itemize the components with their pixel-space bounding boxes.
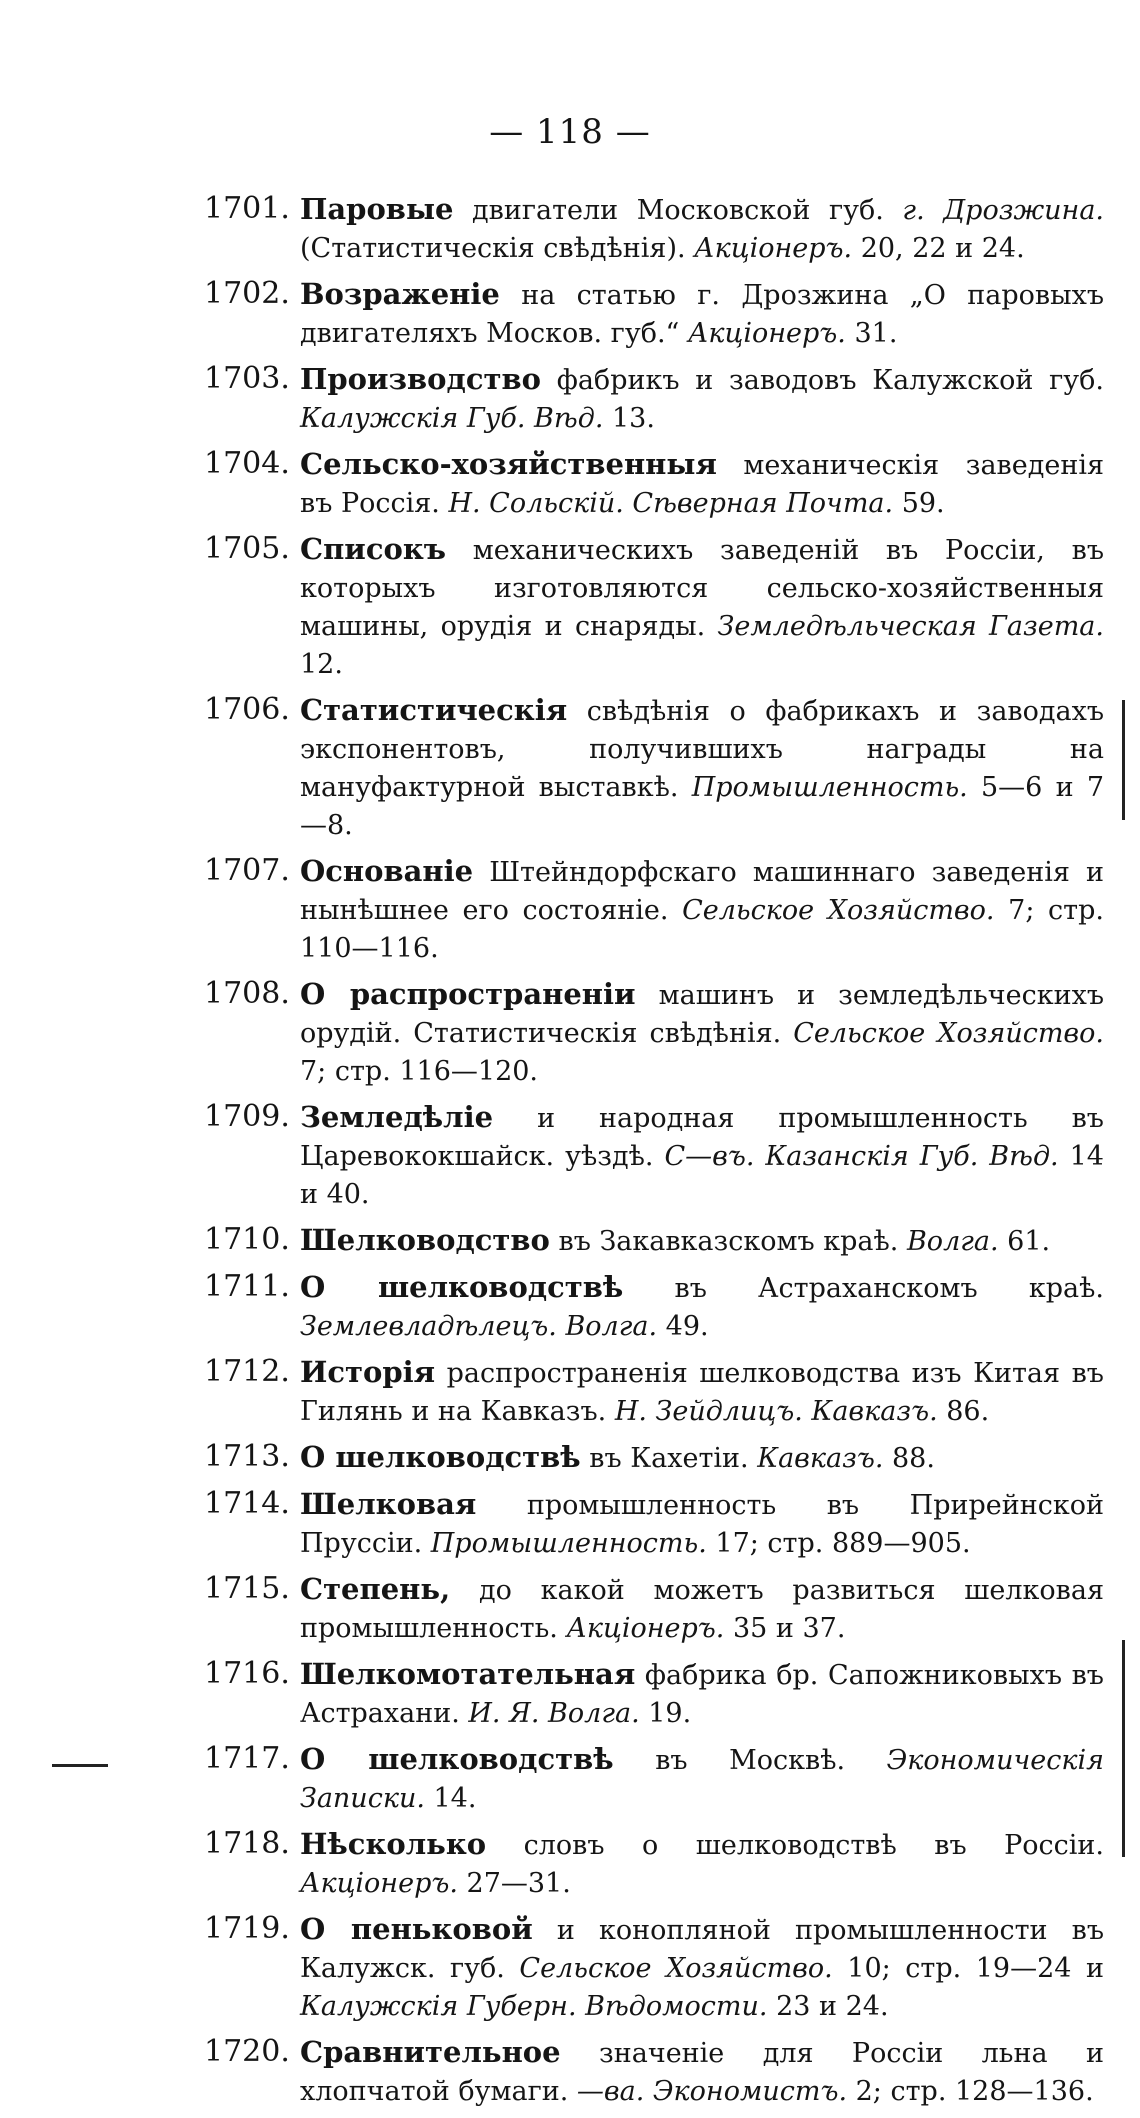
entry-source: И. Я. Волга.: [468, 1698, 640, 1729]
entry-description: въ Кахетіи.: [580, 1443, 758, 1474]
entry-text: [300, 1655, 1104, 1733]
entry-number: 1703.: [204, 361, 290, 396]
entry-heading: Земледѣліе: [300, 1100, 494, 1134]
entry-source: Сельское Хозяйство.: [519, 1953, 833, 1984]
entry-text: [300, 975, 1104, 1091]
entry-heading: Сравнительное: [300, 2035, 561, 2069]
entry-number: 1716.: [204, 1656, 290, 1691]
entry-source: Волга.: [906, 1226, 999, 1257]
entry-number: 1715.: [204, 1571, 290, 1606]
entry-text: [300, 1268, 1104, 1346]
entry-number: 1705.: [204, 531, 290, 566]
entry-source: Земледѣльческая Газета.: [717, 611, 1104, 642]
entry-heading: Основаніе: [300, 854, 474, 888]
entry-source: Калужскія Губ. Вѣд.: [300, 403, 604, 434]
entry-number: 1708.: [204, 976, 290, 1011]
entry-source-2: Калужскія Губерн. Вѣдомости.: [300, 1991, 768, 2022]
entry-number: 1712.: [204, 1354, 290, 1389]
entry-issue: 35 и 37.: [724, 1613, 846, 1644]
entry-number: 1706.: [204, 692, 290, 727]
entry-heading: Исторія: [300, 1355, 436, 1389]
entry-number: 1714.: [204, 1486, 290, 1521]
bibliography-entry: [204, 1438, 1104, 1478]
entry-issue: 14.: [424, 1783, 477, 1814]
entry-text: [300, 275, 1104, 353]
entry-source: Землевладѣлецъ. Волга.: [300, 1311, 658, 1342]
bibliography-entry: [204, 1825, 1104, 1903]
entry-heading: О шелководствѣ: [300, 1742, 614, 1776]
entry-source: Акціонеръ.: [566, 1613, 725, 1644]
entry-heading: Списокъ: [300, 532, 447, 566]
bibliography-entry: [204, 1910, 1104, 2026]
bibliography-entry: [204, 691, 1104, 845]
bibliography-entry: [204, 445, 1104, 523]
entry-heading: Статистическія: [300, 693, 568, 727]
entry-issue: 88.: [883, 1443, 935, 1474]
bibliography-entry: [204, 975, 1104, 1091]
entry-description: и конопляной промышленности въ Калужск. губ.: [300, 1915, 1105, 1984]
entry-number: 1719.: [204, 1911, 290, 1946]
bibliography-entry: [204, 1570, 1104, 1648]
bibliography-entry: [204, 1485, 1104, 1563]
bibliography-entry: [204, 530, 1104, 684]
entry-heading: Паровые: [300, 192, 454, 226]
entry-text: [300, 1740, 1104, 1818]
bibliography-entry: [204, 275, 1104, 353]
entry-number: 1718.: [204, 1826, 290, 1861]
entry-issue: 86.: [937, 1396, 990, 1427]
entry-number: 1720.: [204, 2034, 290, 2069]
entry-issue: 31.: [845, 318, 898, 349]
entry-number: 1717.: [204, 1741, 290, 1776]
entry-source: Кавказъ.: [757, 1443, 884, 1474]
entry-issue: 59.: [893, 488, 945, 519]
entry-source: Н. Зейдлицъ. Кавказъ.: [614, 1396, 938, 1427]
entry-description: значеніе для Россіи льна и хлопчатой бумаги.: [300, 2038, 1104, 2107]
entry-number: 1711.: [204, 1269, 290, 1304]
page-number: — 118 —: [489, 112, 651, 152]
entry-issue: 14 и 40.: [300, 1141, 1104, 1210]
bibliography-entry: [204, 1740, 1104, 1818]
entry-heading: О шелководствѣ: [300, 1440, 581, 1474]
entry-text: [300, 2033, 1104, 2111]
entry-text: [300, 1570, 1104, 1648]
entry-description: двигатели Московской губ.: [453, 195, 903, 226]
entry-issue: 7; стр. 110—116.: [300, 895, 1104, 964]
entry-issue: 27—31.: [457, 1868, 571, 1899]
entry-text: [300, 1438, 1104, 1478]
entry-heading: Нѣсколько: [300, 1827, 487, 1861]
entry-text: [300, 1221, 1104, 1261]
entry-text: [300, 1910, 1104, 2026]
entry-heading: О пеньковой: [300, 1912, 533, 1946]
entry-description: въ Москвѣ.: [613, 1745, 887, 1776]
page-edge-mark: [1122, 1640, 1125, 1857]
entry-text: [300, 852, 1104, 968]
bibliography-entry: [204, 360, 1104, 438]
entry-source: Акціонеръ.: [687, 318, 846, 349]
entry-source: Н. Сольскій. Сѣверная Почта.: [448, 488, 894, 519]
bibliography-entry: [204, 1098, 1104, 1214]
entry-number: 1704.: [204, 446, 290, 481]
entry-source: г. Дрозжина.: [902, 195, 1104, 226]
entry-description: механическія заведенія въ Россія.: [300, 450, 1104, 519]
entry-source: Сельское Хозяйство.: [793, 1018, 1104, 1049]
entry-source: Промышленность.: [691, 772, 968, 803]
entry-number: 1702.: [204, 276, 290, 311]
bibliography-entry: [204, 190, 1104, 268]
entry-text: [300, 691, 1104, 845]
entry-text: [300, 445, 1104, 523]
entry-description: до какой можетъ развиться шелковая промышленность.: [300, 1575, 1104, 1644]
entry-description: и народная промышленность въ Царевококшайск. уѣздѣ.: [300, 1103, 1104, 1172]
entry-number: 1710.: [204, 1222, 290, 1257]
bibliography-entry: [204, 1353, 1104, 1431]
entry-description: машинъ и земледѣльческихъ орудій. Статистическія свѣдѣнія.: [300, 980, 1104, 1049]
entry-description: свѣдѣнія о фабрикахъ и заводахъ экспонентовъ, получившихъ награды на мануфактурной выставкѣ.: [300, 696, 1104, 803]
entry-text: [300, 190, 1104, 268]
entry-number: 1713.: [204, 1439, 290, 1474]
entry-text: [300, 360, 1104, 438]
entry-description: механическихъ заведеній въ Россіи, въ которыхъ изготовляются сельско-хозяйственныя машины, орудія и снаряды.: [300, 535, 1104, 642]
entry-source: Акціонеръ.: [300, 1868, 458, 1899]
entry-issue: 12.: [300, 649, 343, 680]
entry-description: фабрика бр. Сапожниковыхъ въ Астрахани.: [300, 1660, 1104, 1729]
bibliography-entry: [204, 852, 1104, 968]
entry-source-2: Акціонеръ.: [694, 233, 853, 264]
entry-issue-2: 20, 22 и 24.: [852, 233, 1025, 264]
entry-issue: 5—6 и 7—8.: [300, 772, 1104, 841]
bibliography-entry: [204, 1221, 1104, 1261]
entry-number: 1701.: [204, 191, 290, 226]
entry-text: [300, 530, 1104, 684]
entry-text: [300, 1825, 1104, 1903]
entry-description: распространенія шелководства изъ Китая въ Гилянь и на Кавказъ.: [300, 1358, 1104, 1427]
entry-text: [300, 1485, 1104, 1563]
entry-heading: Шелководство: [300, 1223, 550, 1257]
entry-source: Сельское Хозяйство.: [682, 895, 995, 926]
entry-issue: 7; стр. 116—120.: [300, 1056, 539, 1087]
entry-description: въ Астраханскомъ краѣ.: [623, 1273, 1105, 1304]
bibliography-entry: [204, 1655, 1104, 1733]
bibliography-list: [204, 190, 1104, 2118]
entry-issue: 17; стр. 889—905.: [706, 1528, 971, 1559]
entry-issue: 61.: [998, 1226, 1051, 1257]
entry-issue: 2; стр. 128—136.: [847, 2076, 1094, 2107]
entry-heading: Возраженіе: [300, 277, 500, 311]
entry-description: въ Закавказскомъ краѣ.: [549, 1226, 907, 1257]
entry-issue: 19.: [639, 1698, 692, 1729]
entry-heading: О шелководствѣ: [300, 1270, 624, 1304]
entry-issue: 49.: [657, 1311, 709, 1342]
entry-heading: Сельско-хозяйственныя: [300, 447, 717, 481]
entry-description: промышленность въ Прирейнской Пруссіи.: [300, 1490, 1104, 1559]
entry-heading: Шелкомотательная: [300, 1657, 636, 1691]
bibliography-entry: [204, 2033, 1104, 2111]
entry-issue: 10; стр. 19—24 и: [832, 1953, 1105, 1984]
bibliography-entry: [204, 1268, 1104, 1346]
entry-heading: Шелковая: [300, 1487, 477, 1521]
entry-source: Промышленность.: [430, 1528, 707, 1559]
margin-rule: [52, 1764, 108, 1767]
page-edge-mark: [1122, 700, 1125, 820]
entry-heading: Степень,: [300, 1572, 451, 1606]
entry-number: 1707.: [204, 853, 290, 888]
entry-heading: О распространеніи: [300, 977, 636, 1011]
entry-description: фабрикъ и заводовъ Калужской губ.: [540, 365, 1104, 396]
entry-source: —ва. Экономистъ.: [576, 2076, 848, 2107]
entry-text: [300, 1353, 1104, 1431]
entry-text: [300, 1098, 1104, 1214]
entry-issue: (Статистическія свѣдѣнія).: [300, 233, 695, 264]
entry-issue-2: 23 и 24.: [767, 1991, 889, 2022]
entry-description: словъ о шелководствѣ въ Россіи.: [486, 1830, 1104, 1861]
entry-heading: Производство: [300, 362, 541, 396]
entry-source: С—въ. Казанскія Губ. Вѣд.: [664, 1141, 1059, 1172]
entry-description: на статью г. Дрозжина „О паровыхъ двигателяхъ Москов. губ.“: [300, 280, 1104, 349]
entry-description: Штейндорфскаго машиннаго заведенія и нынѣшнее его состояніе.: [300, 857, 1104, 926]
entry-issue: 13.: [603, 403, 655, 434]
entry-number: 1709.: [204, 1099, 290, 1134]
entry-source: Экономическія Записки.: [300, 1745, 1104, 1814]
